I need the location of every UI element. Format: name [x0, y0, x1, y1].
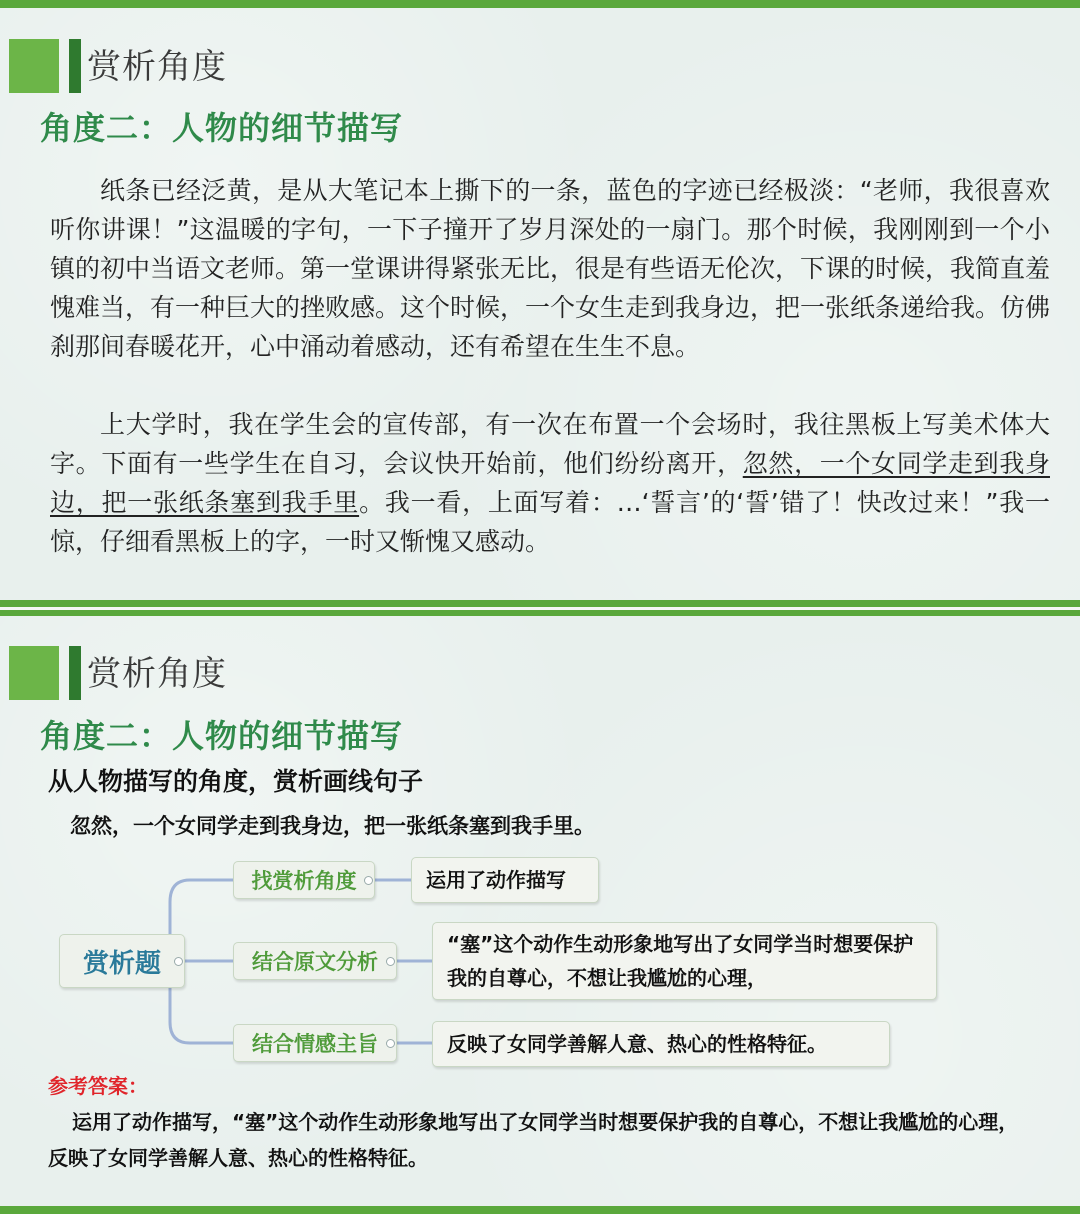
- collapse-knob: [386, 1039, 395, 1048]
- branch-find-angle: 找赏析角度: [233, 861, 375, 899]
- leaf-analysis: “塞”这个动作生动形象地写出了女同学当时想要保护我的自尊心，不想让我尴尬的心理，: [432, 922, 937, 1000]
- question-sentence: 忽然，一个女同学走到我身边，把一张纸条塞到我手里。: [70, 814, 595, 838]
- underlined-sentence: 忽然，一个女同学走到我身边，把一张纸条塞到我手里: [50, 449, 1050, 517]
- subtitle: 角度二：人物的细节描写: [40, 109, 404, 147]
- leaf-character-trait: 反映了女同学善解人意、热心的性格特征。: [432, 1021, 890, 1067]
- branch-emotion-theme: 结合情感主旨: [233, 1024, 397, 1062]
- collapse-knob: [364, 876, 373, 885]
- subtitle: 角度二：人物的细节描写: [40, 717, 404, 755]
- section-header: 赏析角度: [87, 654, 227, 694]
- section-header: 赏析角度: [87, 47, 227, 87]
- answer-label: 参考答案：: [48, 1074, 148, 1098]
- passage-paragraph-1: 纸条已经泛黄，是从大笔记本上撕下的一条，蓝色的字迹已经极淡：“老师，我很喜欢听你讲课！”这温暖的字句，一下子撞开了岁月深处的一扇门。那个时候，我刚刚到一个小镇的初中当语文老师。第一堂课讲得紧张无比，很是有些语无伦次，下课的时候，我简直羞愧难当，有一种巨大的挫败感。这个时候，一个女生走到我身边，把一张纸条递给我。仿佛刹那间春暖花开，心中涌动着感动，还有希望在生生不息。: [50, 176, 1051, 361]
- para2-before: 上大学时，我在学生会的宣传部，有一次在布置一个会场时，我往黑板上写美术体大字。下面有一些学生在自习，会议快开始前，他们纷纷离开，: [50, 410, 1050, 478]
- branch-text-analysis: 结合原文分析: [233, 942, 397, 980]
- collapse-knob: [174, 957, 183, 966]
- mindmap-root: 赏析题: [59, 934, 185, 988]
- leaf-action-description: 运用了动作描写: [411, 857, 599, 903]
- collapse-knob: [386, 957, 395, 966]
- para2-after: 。我一看，上面写着：…‘誓言’的‘誓’错了！快改过来！”我一惊，仔细看黑板上的字，一时又惭愧又感动。: [50, 488, 1050, 556]
- answer-text: 运用了动作描写，“塞”这个动作生动形象地写出了女同学当时想要保护我的自尊心，不想让我尴尬的心理，反映了女同学善解人意、热心的性格特征。: [48, 1110, 1019, 1170]
- question-title: 从人物描写的角度，赏析画线句子: [48, 767, 424, 796]
